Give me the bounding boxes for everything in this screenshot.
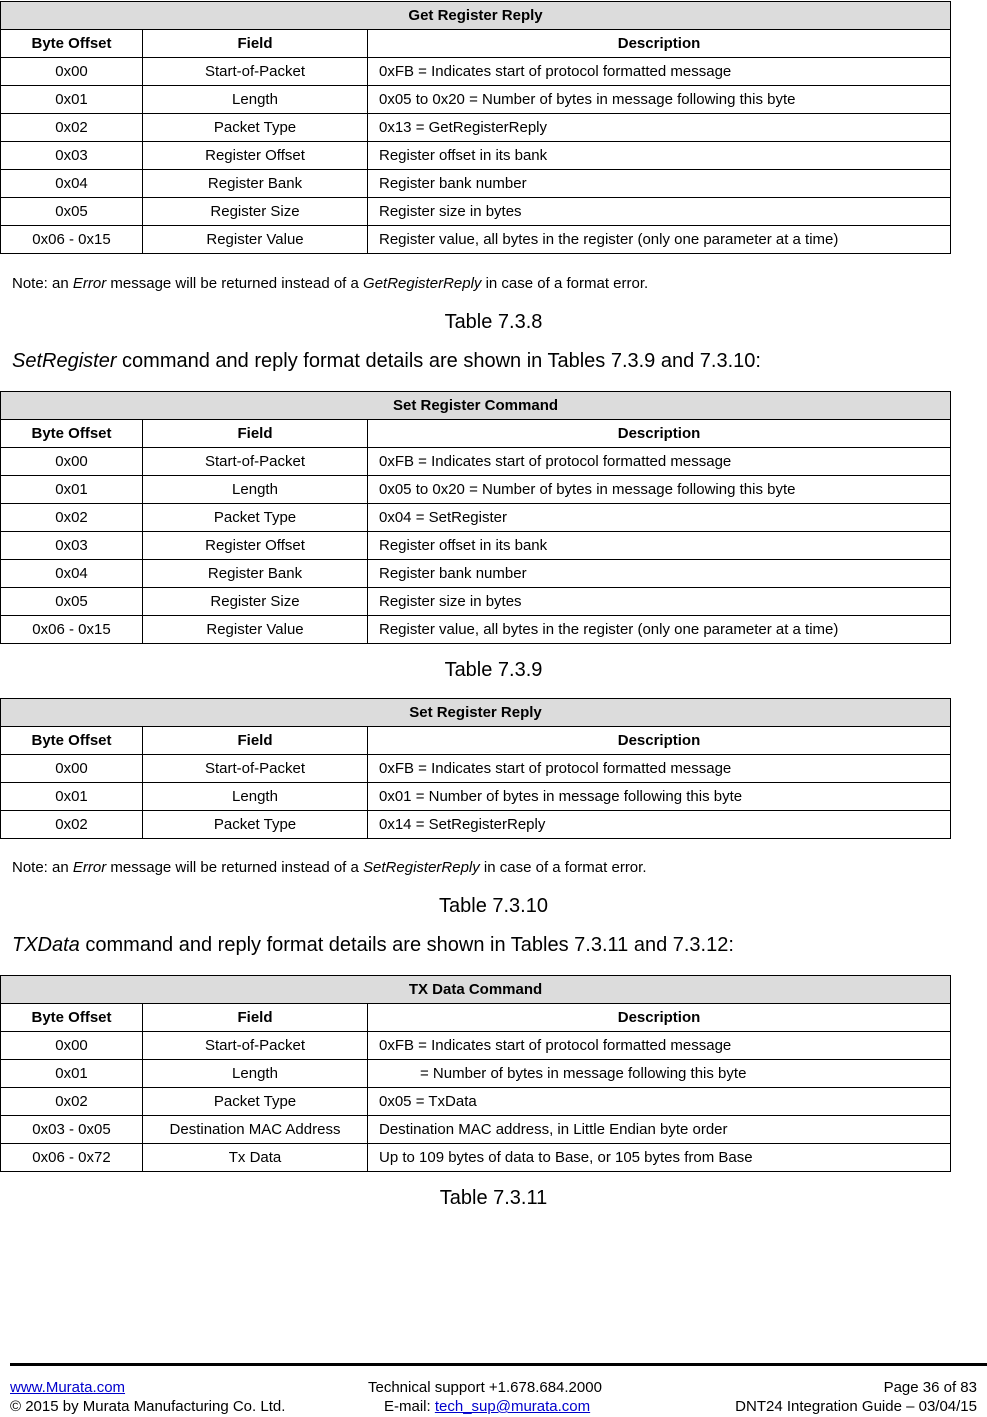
cell-byte-offset: 0x04	[1, 170, 143, 198]
cell-byte-offset: 0x01	[1, 86, 143, 114]
cell-description: Register offset in its bank	[368, 532, 951, 560]
table-title: TX Data Command	[1, 976, 951, 1004]
cell-byte-offset: 0x05	[1, 198, 143, 226]
cell-byte-offset: 0x01	[1, 1060, 143, 1088]
table-row	[1, 226, 951, 254]
table-title: Set Register Reply	[1, 699, 951, 727]
cell-field: Register Offset	[143, 532, 368, 560]
table-tx-data-command	[0, 975, 951, 1172]
header-description: Description	[368, 1004, 951, 1032]
cell-byte-offset: 0x02	[1, 811, 143, 839]
note-get-register-reply: Note: an Error message will be returned instead of a GetRegisterReply in case of a format error.	[12, 275, 649, 292]
header-field: Field	[143, 420, 368, 448]
caption-table-7-3-8: Table 7.3.8	[444, 311, 543, 333]
footer-support: Technical support +1.678.684.2000	[368, 1379, 602, 1396]
cell-field: Register Offset	[143, 142, 368, 170]
cell-field: Start-of-Packet	[143, 58, 368, 86]
footer-guide-title: DNT24 Integration Guide – 03/04/15	[735, 1398, 977, 1415]
email-link[interactable]: tech_sup@murata.com	[434, 1398, 591, 1415]
cell-description: 0x13 = GetRegisterReply	[368, 114, 951, 142]
table-row	[1, 142, 951, 170]
header-byte-offset: Byte Offset	[1, 30, 143, 58]
cell-byte-offset: 0x00	[1, 755, 143, 783]
cell-description: Up to 109 bytes of data to Base, or 105 bytes from Base	[368, 1144, 951, 1172]
table-row	[1, 114, 951, 142]
note-set-register-reply: Note: an Error message will be returned instead of a SetRegisterReply in case of a format error.	[12, 859, 647, 876]
cell-byte-offset: 0x00	[1, 448, 143, 476]
cell-byte-offset: 0x00	[1, 1032, 143, 1060]
cell-byte-offset: 0x02	[1, 504, 143, 532]
header-byte-offset: Byte Offset	[1, 420, 143, 448]
table-row	[1, 560, 951, 588]
cell-byte-offset: 0x01	[1, 783, 143, 811]
table-row	[1, 616, 951, 644]
cell-byte-offset: 0x01	[1, 476, 143, 504]
cell-description: 0x14 = SetRegisterReply	[368, 811, 951, 839]
cell-description: Register value, all bytes in the register (only one parameter at a time)	[368, 226, 951, 254]
cell-description: 0xFB = Indicates start of protocol formatted message	[368, 1032, 951, 1060]
table-title: Get Register Reply	[1, 2, 951, 30]
cell-field: Destination MAC Address	[143, 1116, 368, 1144]
cell-description: Register bank number	[368, 170, 951, 198]
cell-description: Register bank number	[368, 560, 951, 588]
cell-description: 0x04 = SetRegister	[368, 504, 951, 532]
table-row	[1, 811, 951, 839]
cell-field: Packet Type	[143, 504, 368, 532]
cell-field: Register Size	[143, 588, 368, 616]
cell-description: Register value, all bytes in the register (only one parameter at a time)	[368, 616, 951, 644]
cell-description: 0xFB = Indicates start of protocol formatted message	[368, 58, 951, 86]
cell-byte-offset: 0x03 - 0x05	[1, 1116, 143, 1144]
cell-description: 0x05 = TxData	[368, 1088, 951, 1116]
cell-field: Packet Type	[143, 1088, 368, 1116]
cell-byte-offset: 0x06 - 0x72	[1, 1144, 143, 1172]
header-description: Description	[368, 30, 951, 58]
caption-table-7-3-9: Table 7.3.9	[444, 659, 543, 681]
footer-divider	[10, 1363, 987, 1366]
cell-field: Length	[143, 1060, 368, 1088]
table-row	[1, 532, 951, 560]
footer-page-number: Page 36 of 83	[883, 1379, 977, 1396]
cell-field: Register Value	[143, 616, 368, 644]
header-field: Field	[143, 30, 368, 58]
header-byte-offset: Byte Offset	[1, 1004, 143, 1032]
table-get-register-reply	[0, 1, 951, 254]
header-field: Field	[143, 1004, 368, 1032]
table-row	[1, 1144, 951, 1172]
website-link[interactable]: www.Murata.com	[10, 1379, 126, 1396]
cell-description: Destination MAC address, in Little Endian byte order	[368, 1116, 951, 1144]
intro-setregister: SetRegister command and reply format details are shown in Tables 7.3.9 and 7.3.10:	[12, 350, 761, 372]
cell-description: Register size in bytes	[368, 198, 951, 226]
cell-byte-offset: 0x02	[1, 1088, 143, 1116]
table-row	[1, 783, 951, 811]
cell-field: Register Value	[143, 226, 368, 254]
cell-field: Packet Type	[143, 114, 368, 142]
cell-description: 0x05 to 0x20 = Number of bytes in message following this byte	[368, 476, 951, 504]
header-description: Description	[368, 420, 951, 448]
cell-field: Register Bank	[143, 560, 368, 588]
cell-field: Tx Data	[143, 1144, 368, 1172]
table-row	[1, 448, 951, 476]
table-row	[1, 1060, 951, 1088]
header-field: Field	[143, 727, 368, 755]
table-row	[1, 1032, 951, 1060]
cell-description: 0xFB = Indicates start of protocol formatted message	[368, 755, 951, 783]
cell-field: Length	[143, 476, 368, 504]
cell-description: Register offset in its bank	[368, 142, 951, 170]
cell-field: Length	[143, 86, 368, 114]
footer-website[interactable]	[10, 1379, 125, 1396]
table-set-register-reply	[0, 698, 951, 839]
cell-byte-offset: 0x06 - 0x15	[1, 226, 143, 254]
cell-field: Packet Type	[143, 811, 368, 839]
cell-field: Start-of-Packet	[143, 448, 368, 476]
cell-byte-offset: 0x00	[1, 58, 143, 86]
cell-description: 0xFB = Indicates start of protocol formatted message	[368, 448, 951, 476]
cell-byte-offset: 0x05	[1, 588, 143, 616]
cell-description: 0x05 to 0x20 = Number of bytes in message following this byte	[368, 86, 951, 114]
table-row	[1, 755, 951, 783]
cell-field: Start-of-Packet	[143, 755, 368, 783]
cell-field: Length	[143, 783, 368, 811]
table-row	[1, 86, 951, 114]
cell-byte-offset: 0x06 - 0x15	[1, 616, 143, 644]
table-row	[1, 58, 951, 86]
intro-txdata: TXData command and reply format details are shown in Tables 7.3.11 and 7.3.12:	[12, 934, 734, 956]
table-row	[1, 1088, 951, 1116]
cell-description: = Number of bytes in message following this byte	[368, 1060, 951, 1088]
table-row	[1, 198, 951, 226]
caption-table-7-3-11: Table 7.3.11	[439, 1187, 548, 1209]
table-row	[1, 1116, 951, 1144]
caption-table-7-3-10: Table 7.3.10	[439, 895, 548, 917]
footer-email: E-mail: tech_sup@murata.com	[384, 1398, 591, 1415]
table-title: Set Register Command	[1, 392, 951, 420]
cell-field: Start-of-Packet	[143, 1032, 368, 1060]
header-description: Description	[368, 727, 951, 755]
cell-field: Register Size	[143, 198, 368, 226]
header-byte-offset: Byte Offset	[1, 727, 143, 755]
table-set-register-command	[0, 391, 951, 644]
cell-description: Register size in bytes	[368, 588, 951, 616]
table-row	[1, 476, 951, 504]
table-row	[1, 504, 951, 532]
cell-byte-offset: 0x03	[1, 532, 143, 560]
table-row	[1, 170, 951, 198]
cell-byte-offset: 0x04	[1, 560, 143, 588]
table-row	[1, 588, 951, 616]
footer-copyright: © 2015 by Murata Manufacturing Co. Ltd.	[10, 1398, 286, 1415]
cell-field: Register Bank	[143, 170, 368, 198]
cell-description: 0x01 = Number of bytes in message following this byte	[368, 783, 951, 811]
cell-byte-offset: 0x03	[1, 142, 143, 170]
cell-byte-offset: 0x02	[1, 114, 143, 142]
